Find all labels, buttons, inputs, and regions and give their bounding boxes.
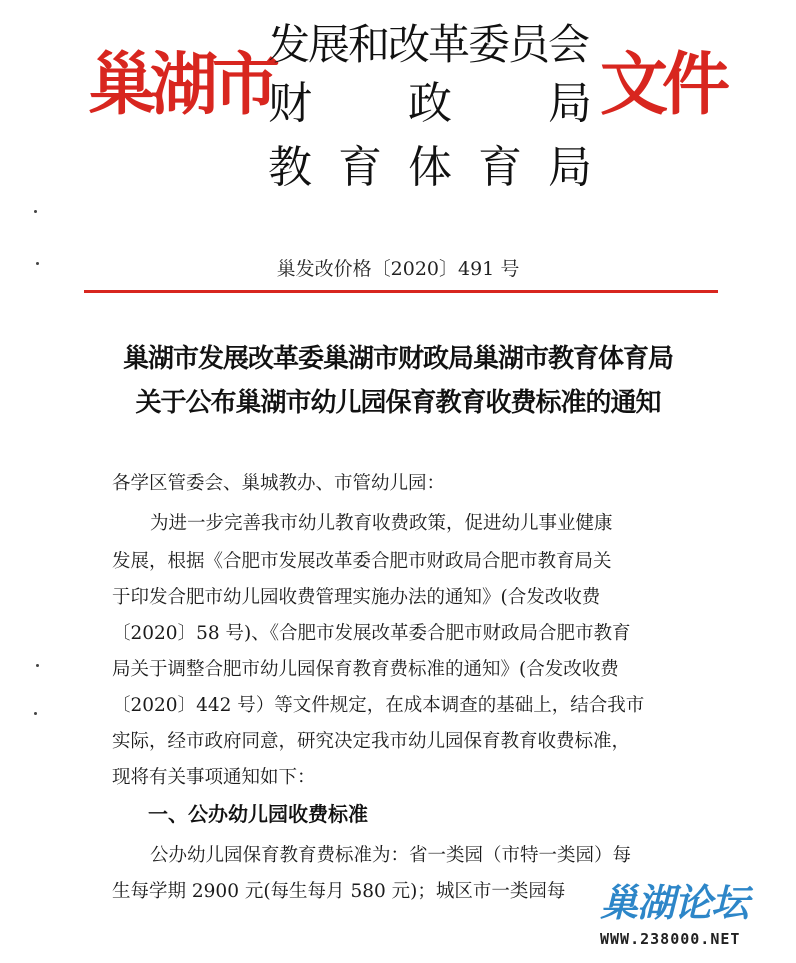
issuer-char: 育 xyxy=(478,142,522,193)
issuer-line-1: 发展和改革委员会 xyxy=(268,20,589,69)
paragraph-line: 实际，经市政府同意，研究决定我市幼儿园保育教育收费标准， xyxy=(112,731,631,752)
issuer-char: 体 xyxy=(408,142,452,193)
issuer-line-2 xyxy=(268,78,592,129)
paragraph-line: 局关于调整合肥市幼儿园保育教育费标准的通知》(合发改收费 xyxy=(112,659,619,680)
document-title-line-1: 巢湖市发展改革委巢湖市财政局巢湖市教育体育局 xyxy=(122,344,673,374)
masthead-city: 巢湖市 xyxy=(88,46,275,125)
scan-speck xyxy=(34,712,37,715)
issuer-char: 教 xyxy=(268,142,312,193)
paragraph-line: 现将有关事项通知如下： xyxy=(112,767,316,788)
scan-speck xyxy=(34,210,37,213)
document-number: 巢发改价格〔2020〕491 号 xyxy=(276,258,520,280)
paragraph-line: 〔2020〕442 号）等文件规定，在成本调查的基础上，结合我市 xyxy=(112,695,645,716)
section-line: 生每学期 2900 元(每生每月 580 元)；城区市一类园每 xyxy=(112,881,566,902)
issuer-char: 局 xyxy=(548,142,592,193)
issuer-char: 育 xyxy=(338,142,382,193)
paragraph-line: 为进一步完善我市幼儿教育收费政策，促进幼儿事业健康 xyxy=(150,513,613,534)
watermark-url: WWW.238000.NET xyxy=(600,930,741,948)
issuer-line-3 xyxy=(268,142,592,193)
issuer-char: 财 xyxy=(268,78,312,129)
paragraph-line: 〔2020〕58 号)、《合肥市发展改革委合肥市财政局合肥市教育 xyxy=(112,623,631,644)
paragraph-line: 发展，根据《合肥市发展改革委合肥市财政局合肥市教育局关 xyxy=(112,551,612,572)
addressee: 各学区管委会、巢城教办、市管幼儿园： xyxy=(112,473,446,494)
paragraph-line: 于印发合肥市幼儿园收费管理实施办法的通知》(合发改收费 xyxy=(112,587,601,608)
masthead-doc-type: 文件 xyxy=(600,46,725,125)
issuer-char: 政 xyxy=(408,78,452,129)
scan-speck xyxy=(36,664,39,667)
scan-speck xyxy=(36,262,39,265)
red-divider xyxy=(84,290,718,293)
section-heading-1: 一、公办幼儿园收费标准 xyxy=(148,802,368,826)
watermark-logo: 巢湖论坛 xyxy=(600,881,749,925)
site-watermark xyxy=(596,872,792,954)
document-title-line-2: 关于公布巢湖市幼儿园保育教育收费标准的通知 xyxy=(135,388,661,418)
issuer-char: 局 xyxy=(548,78,592,129)
section-line: 公办幼儿园保育教育费标准为：省一类园（市特一类园）每 xyxy=(150,845,632,866)
